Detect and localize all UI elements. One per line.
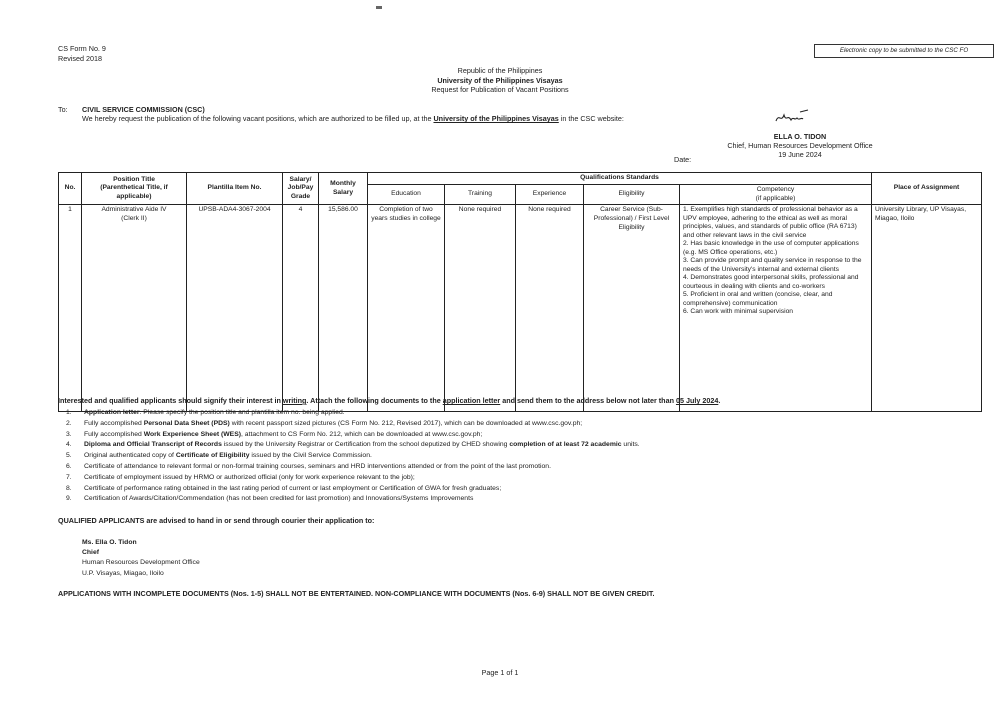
cell-education: Completion of two years studies in college (368, 205, 445, 412)
list-item (66, 473, 966, 484)
address-title: Chief (82, 549, 99, 557)
header-republic: Republic of the Philippines (457, 66, 543, 75)
header-position-title (82, 173, 187, 205)
qualified-bold: QUALIFIED APPLICANTS (58, 516, 145, 525)
item-text: Certificate of employment issued by HRMO or authorized official (only for work experience relevant to the job); (84, 473, 415, 481)
addressee-body (82, 114, 624, 124)
cell-no: 1 (59, 205, 82, 412)
page-number: Page 1 of 1 (481, 668, 519, 677)
item-bold: Work Experience Sheet (WES) (143, 430, 242, 438)
interest-text-3: and send them to the address below not later than (500, 396, 676, 405)
item-bold: Diploma and Official Transcript of Records (84, 441, 222, 449)
competency-item: 2. Has basic knowledge in the use of computer applications (e.g. MS Office operations, etc.) (683, 240, 859, 256)
item-number: 1. (66, 409, 72, 416)
list-item (66, 408, 966, 419)
address-location: U.P. Visayas, Miagao, Iloilo (82, 569, 164, 577)
interest-text-1: Interested and qualified applicants should signify their interest in (58, 396, 283, 405)
date-label: Date: (674, 155, 692, 164)
interest-statement (58, 396, 988, 406)
header-education: Education (368, 184, 445, 205)
item-number: 3. (66, 430, 72, 438)
header-eligibility: Eligibility (584, 184, 680, 205)
list-item (66, 484, 966, 495)
electronic-copy-note: Electronic copy to be submitted to the CSC FO (814, 44, 994, 58)
cell-place: University Library, UP Visayas, Miagao, Iloilo (872, 205, 982, 412)
table-row (59, 205, 982, 412)
item-number: 2. (66, 419, 72, 427)
header-salary-grade: Salary/ Job/Pay Grade (283, 173, 319, 205)
cell-position-title: Administrative Aide IV (101, 206, 167, 214)
header-university: University of the Philippines Visayas (437, 75, 563, 85)
item-bold: Certificate of Eligibility (175, 452, 250, 460)
list-item (66, 419, 966, 430)
qualified-note (58, 516, 374, 526)
form-number-block (58, 44, 106, 63)
interest-deadline: 05 July 2024 (675, 396, 719, 405)
header-competency (680, 184, 872, 205)
item-text: units. (621, 441, 640, 449)
competency-item: 6. Can work with minimal supervision (683, 308, 794, 316)
list-item (66, 451, 966, 462)
body-university-link: University of the Philippines Visayas (433, 114, 559, 123)
cell-eligibility: Career Service (Sub-Professional) / First Level Eligibility (584, 205, 680, 412)
to-label: To: (58, 105, 68, 114)
cell-position-subtitle: (Clerk II) (121, 215, 147, 223)
warning-statement: APPLICATIONS WITH INCOMPLETE DOCUMENTS (Nos. 1-5) SHALL NOT BE ENTERTAINED. NON-COMPLIANCE WITH DOCUMENTS (Nos. 6-9) SHALL NOT BE GIVEN CREDIT. (58, 589, 655, 598)
item-number: 8. (66, 484, 72, 492)
item-text: Fully accomplished (84, 430, 144, 438)
item-text: Original authenticated copy of (84, 452, 176, 460)
item-text: Fully accomplished (84, 419, 144, 427)
item-bold: completion of at least 72 academic (509, 441, 622, 449)
document-header (300, 66, 700, 95)
header-place: Place of Assignment (872, 173, 982, 205)
header-competency-label: Competency (756, 185, 795, 193)
interest-text-4: . (718, 396, 721, 405)
item-text: , attachment to CS Form No. 212, which can be downloaded at www.csc.gov.ph; (241, 430, 483, 438)
signatory-title: Chief, Human Resources Development Office (727, 141, 873, 150)
item-text: Certificate of performance rating obtained in the last rating period of current or last employment or Certification of GWA for fresh graduates; (84, 484, 502, 492)
header-experience: Experience (516, 184, 584, 205)
list-item (66, 462, 966, 473)
signatory-date: 19 June 2024 (778, 150, 822, 159)
address-office: Human Resources Development Office (82, 559, 200, 567)
item-text: . Please specify the position title and plantilla item no. being applied. (139, 409, 345, 416)
header-competency-subtitle: (if applicable) (755, 194, 796, 202)
mailing-address (82, 538, 200, 579)
cell-experience: None required (516, 205, 584, 412)
form-revised: Revised 2018 (58, 53, 102, 63)
item-number: 5. (66, 452, 72, 460)
item-number: 4. (66, 441, 72, 449)
vacancy-table (58, 172, 982, 412)
item-number: 7. (66, 473, 72, 481)
competency-item: 4. Demonstrates good interpersonal skills, professional and courteous in dealing with clients and co-workers (683, 274, 859, 290)
list-item (66, 440, 966, 451)
header-request-title: Request for Publication of Vacant Positions (431, 85, 569, 94)
header-position-title-label: Position Title (113, 175, 155, 183)
item-number: 6. (66, 462, 72, 470)
body-text-1: We hereby request the publication of the following vacant positions, which are authorized to be filled up, at the (82, 114, 434, 123)
list-item (66, 494, 966, 505)
header-qualifications: Qualifications Standards (368, 173, 872, 185)
form-number: CS Form No. 9 (58, 44, 106, 53)
header-plantilla: Plantilla Item No. (187, 173, 283, 205)
header-training: Training (445, 184, 516, 205)
item-text: Certificate of attendance to relevant formal or non-formal training courses, seminars and HRD interventions attended or from the point of the last promotion. (84, 462, 551, 470)
item-text: Certification of Awards/Citation/Commendation (has not been credited for last promotion) and Innovations/Systems Improvements (84, 495, 474, 503)
header-no: No. (59, 173, 82, 205)
competency-item: 1. Exemplifies high standards of professional behavior as a UPV employee, adhering to the ethical as well as moral principles, values, and standards of public office (RA 6713) and other relevant laws in the civil service (683, 206, 858, 239)
cell-salary-grade: 4 (283, 205, 319, 412)
interest-application-letter: application letter (442, 396, 501, 405)
header-position-subtitle: (Parenthetical Title, if applicable) (100, 184, 168, 201)
interest-writing: writing (282, 396, 307, 405)
item-bold: Personal Data Sheet (PDS) (143, 419, 230, 427)
scan-mark (376, 6, 382, 9)
cell-monthly-salary: 15,586.00 (319, 205, 368, 412)
list-item (66, 430, 966, 441)
item-text: issued by the Civil Service Commission. (249, 452, 372, 460)
addressee-name: CIVIL SERVICE COMMISSION (CSC) (82, 105, 205, 114)
requirements-list (66, 408, 966, 505)
item-text: issued by the University Registrar or Certification from the school deputized by CHED showing (221, 441, 510, 449)
interest-text-2: . Attach the following documents to the (306, 396, 443, 405)
signature-mark (774, 109, 814, 125)
cell-plantilla: UPSB-ADA4-3067-2004 (187, 205, 283, 412)
competency-item: 5. Proficient in oral and written (concise, clear, and comprehensive) communication (683, 291, 833, 307)
address-name: Ms. Ella O. Tidon (82, 539, 137, 546)
item-number: 9. (66, 495, 72, 503)
cell-training: None required (445, 205, 516, 412)
item-bold: Application letter (84, 409, 140, 416)
header-monthly-salary: Monthly Salary (319, 173, 368, 205)
item-text: with recent passport sized pictures (CS Form No. 212, Revised 2017), which can be downloaded at www.csc.gov.ph; (229, 419, 583, 427)
body-text-2: in the CSC website: (558, 114, 624, 123)
signatory-name: ELLA O. TIDON (773, 132, 827, 141)
cell-position (82, 205, 187, 412)
competency-item: 3. Can provide prompt and quality service in response to the needs of the University's internal and external clients (683, 257, 862, 273)
qualified-text: are advised to hand in or send through courier their application to: (144, 516, 375, 525)
cell-competency (680, 205, 872, 412)
